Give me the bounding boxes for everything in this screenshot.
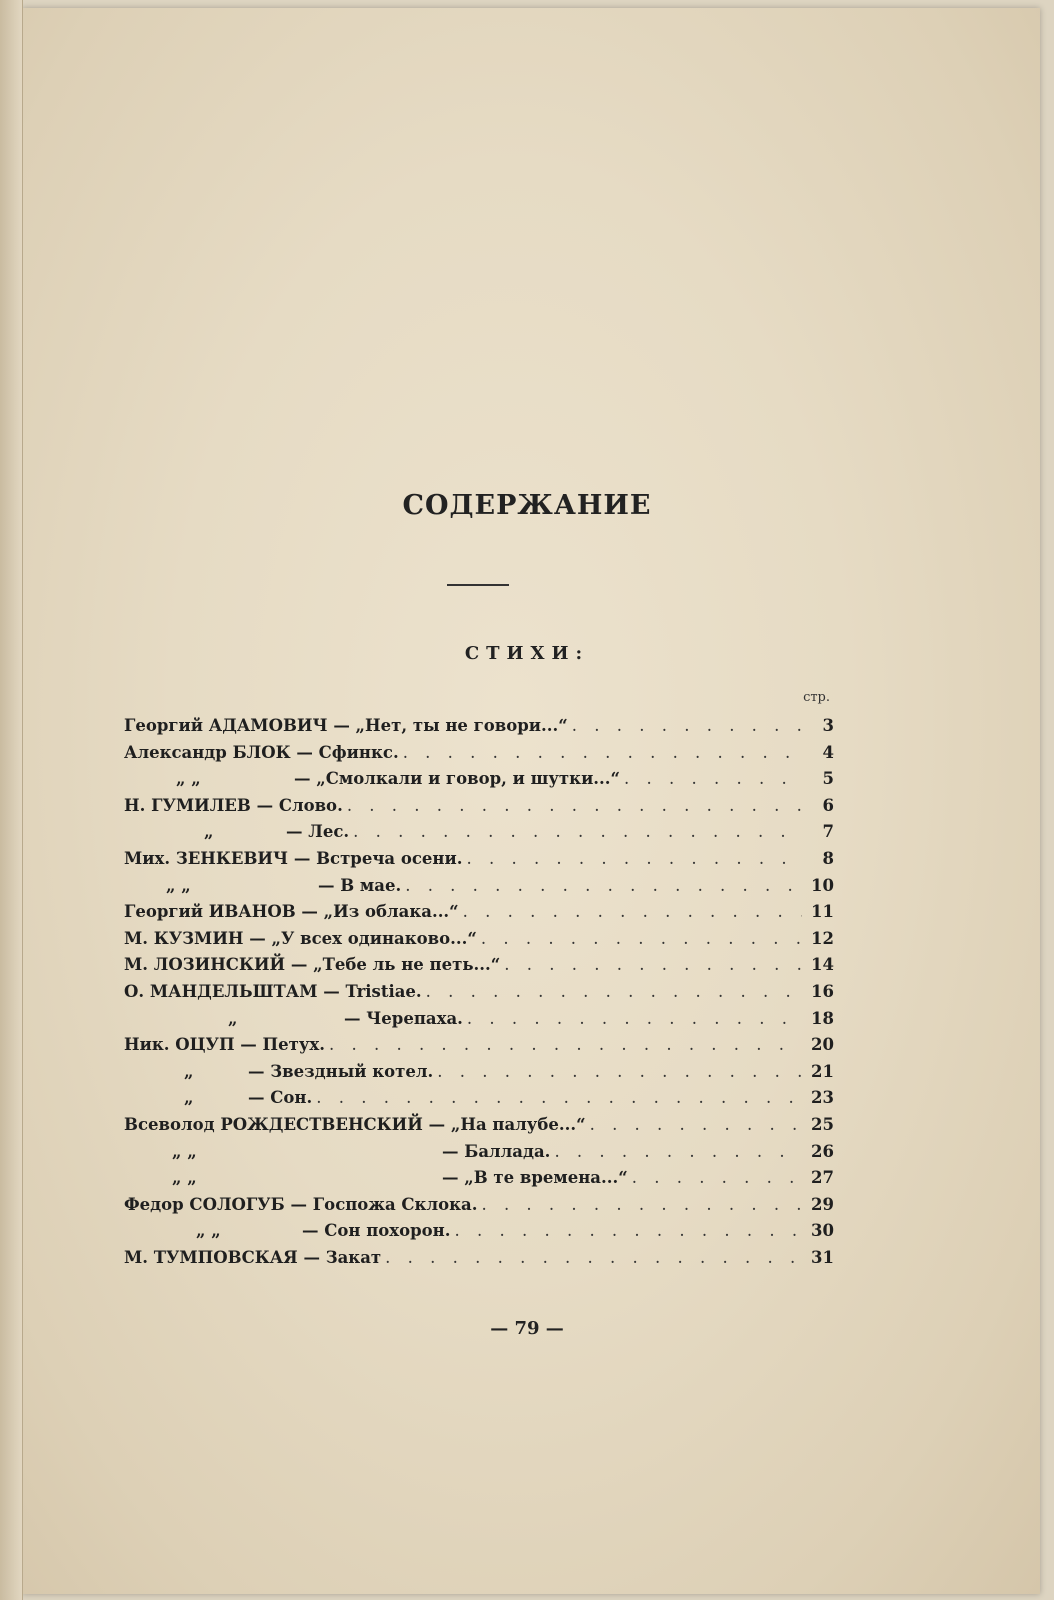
toc-entry — [124, 1088, 834, 1115]
toc-entry — [124, 1115, 834, 1142]
toc-page: 12 — [811, 928, 834, 948]
toc-author-ditto: „ „ — [166, 875, 191, 895]
toc-entry — [124, 1221, 834, 1248]
toc-entry — [124, 929, 834, 956]
toc-entry — [124, 1195, 834, 1222]
toc-page: 18 — [811, 1008, 834, 1028]
toc-page: 30 — [811, 1221, 834, 1241]
toc-entry — [124, 822, 834, 849]
toc-page: 16 — [811, 981, 834, 1001]
book-spine — [0, 0, 23, 1600]
toc-title: — Сон. — [248, 1088, 313, 1108]
toc-title: — Слово. — [256, 795, 343, 815]
toc-entry — [124, 1062, 834, 1089]
toc-page: 4 — [822, 742, 834, 762]
toc-entry — [124, 1168, 834, 1195]
toc-entry — [124, 876, 834, 903]
table-of-contents — [124, 716, 834, 1274]
toc-entry — [124, 902, 834, 929]
title-divider — [447, 584, 509, 586]
toc-page: 11 — [811, 902, 834, 922]
toc-author: Александр БЛОК — [124, 742, 291, 762]
leader-dots — [467, 1009, 802, 1028]
section-heading: СТИХИ: — [464, 643, 590, 664]
leader-dots — [347, 796, 802, 815]
toc-page: 8 — [822, 848, 834, 868]
leader-dots — [405, 876, 802, 895]
toc-page: 7 — [822, 822, 834, 842]
toc-entry — [124, 982, 834, 1009]
leader-dots — [463, 902, 802, 921]
leader-dots — [455, 1221, 803, 1240]
leader-dots — [632, 1168, 802, 1187]
toc-author: Георгий АДАМОВИЧ — [124, 716, 328, 735]
toc-page: 25 — [811, 1114, 834, 1134]
toc-author: Мих. ЗЕНКЕВИЧ — [124, 848, 289, 868]
toc-author: О. МАНДЕЛЬШТАМ — [124, 981, 318, 1001]
toc-entry — [124, 796, 834, 823]
toc-entry — [124, 1009, 834, 1036]
toc-author: Ник. ОЦУП — [124, 1035, 235, 1055]
page-title: СОДЕРЖАНИЕ — [402, 490, 652, 521]
leader-dots — [403, 743, 802, 762]
toc-author: Всеволод РОЖДЕСТВЕНСКИЙ — [124, 1114, 423, 1134]
toc-page: 10 — [811, 875, 834, 895]
leader-dots — [466, 849, 802, 868]
toc-page: 3 — [822, 716, 834, 735]
toc-title: — Встреча осени. — [293, 848, 463, 868]
toc-title: — Черепаха. — [344, 1008, 463, 1028]
toc-title: — Госпожа Склока. — [290, 1194, 478, 1214]
toc-page: 31 — [811, 1247, 834, 1267]
leader-dots — [624, 769, 802, 788]
toc-author: Н. ГУМИЛЕВ — [124, 795, 251, 815]
toc-title: — „Нет, ты не говори...“ — [333, 716, 568, 735]
leader-dots — [385, 1248, 802, 1267]
toc-page: 23 — [811, 1088, 834, 1108]
leader-dots — [426, 982, 802, 1001]
toc-page: 26 — [811, 1141, 834, 1161]
toc-title: — Закат — [303, 1247, 382, 1267]
toc-entry — [124, 1142, 834, 1169]
toc-author-ditto: „ „ — [196, 1221, 221, 1241]
leader-dots — [504, 955, 802, 974]
leader-dots — [353, 822, 802, 841]
toc-page: 21 — [811, 1061, 834, 1081]
toc-entry — [124, 716, 834, 743]
toc-entry — [124, 1035, 834, 1062]
toc-author: М. ЛОЗИНСКИЙ — [124, 955, 286, 975]
toc-page: 20 — [811, 1035, 834, 1055]
toc-title: — Сон похорон. — [302, 1221, 451, 1241]
toc-title: — Tristiae. — [323, 981, 422, 1001]
toc-title: — В мае. — [318, 875, 402, 895]
toc-author-ditto: „ — [184, 1061, 194, 1081]
toc-entry — [124, 955, 834, 982]
toc-title: — Лес. — [286, 822, 350, 842]
page-number: — 79 — — [490, 1318, 564, 1339]
toc-entry — [124, 743, 834, 770]
toc-author-ditto: „ — [228, 1008, 238, 1028]
toc-author-ditto: „ „ — [172, 1168, 197, 1188]
leader-dots — [437, 1062, 802, 1081]
toc-title: — Звездный котел. — [248, 1061, 434, 1081]
toc-entry — [124, 1248, 834, 1275]
toc-author: М. ТУМПОВСКАЯ — [124, 1247, 298, 1267]
leader-dots — [481, 1195, 802, 1214]
toc-author-ditto: „ — [184, 1088, 194, 1108]
toc-page: 27 — [811, 1168, 834, 1188]
leader-dots — [481, 929, 802, 948]
toc-author-ditto: „ „ — [172, 1141, 197, 1161]
toc-author: Георгий ИВАНОВ — [124, 902, 296, 922]
toc-entry — [124, 849, 834, 876]
leader-dots — [554, 1142, 802, 1161]
leader-dots — [590, 1115, 802, 1134]
toc-title: — „В те времена...“ — [442, 1168, 628, 1188]
toc-author: М. КУЗМИН — [124, 928, 244, 948]
toc-page: 29 — [811, 1194, 834, 1214]
toc-author: Федор СОЛОГУБ — [124, 1194, 285, 1214]
toc-page: 6 — [822, 795, 834, 815]
leader-dots — [329, 1035, 802, 1054]
toc-title: — „Тебе ль не петь...“ — [290, 955, 501, 975]
leader-dots — [572, 716, 802, 735]
leader-dots — [316, 1088, 802, 1107]
toc-page: 14 — [811, 955, 834, 975]
toc-author-ditto: „ — [204, 822, 214, 842]
toc-author-ditto: „ „ — [176, 769, 201, 789]
toc-title: — Сфинкс. — [296, 742, 399, 762]
toc-title: — „Смолкали и говор, и шутки...“ — [294, 769, 621, 789]
toc-title: — Петух. — [240, 1035, 325, 1055]
toc-title: — „У всех одинаково...“ — [249, 928, 477, 948]
page-column-label: стр. — [803, 690, 830, 705]
toc-title: — „Из облака...“ — [301, 902, 459, 922]
toc-title: — „На палубе...“ — [428, 1114, 586, 1134]
toc-page: 5 — [822, 769, 834, 789]
toc-entry — [124, 769, 834, 796]
toc-title: — Баллада. — [442, 1141, 551, 1161]
